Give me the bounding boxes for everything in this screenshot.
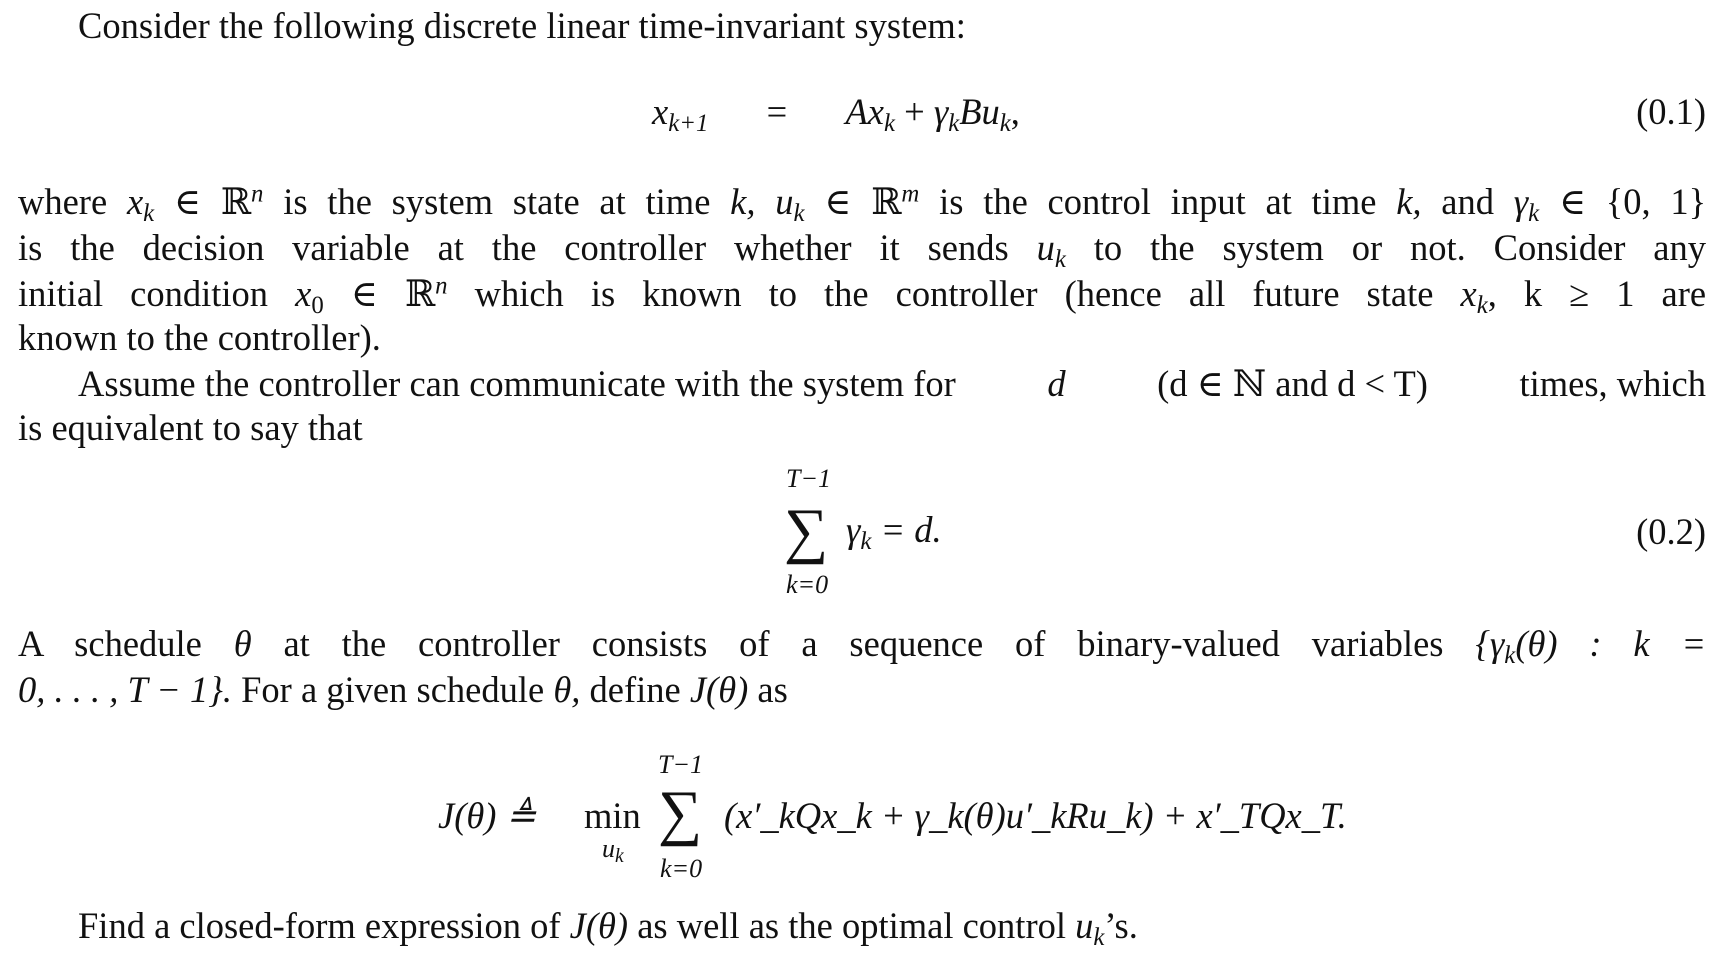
equation-number-0-2: (0.2): [1636, 511, 1706, 552]
paragraph2-line3: initial condition $x_0$ ∈ ℝ$^n$ which is known to the controller (hence all future state $x_k$, k ≥ 1 are: [18, 272, 1707, 319]
eq2-body: $\gamma_k = d$.: [846, 509, 942, 555]
eq2-upper-limit: T−1: [786, 464, 832, 493]
eq3-min-sub: uk: [602, 834, 624, 867]
eq2-lower-limit: k=0: [786, 570, 829, 599]
intro-text: Consider the following discrete linear time-invariant system:: [78, 5, 966, 46]
eq3-upper-limit: T−1: [658, 750, 704, 779]
eq1-gamma: γ: [933, 91, 949, 132]
eq3-lhs: J(θ) ≜: [438, 795, 537, 836]
eq1-lhs: x: [652, 91, 669, 132]
equation-0-2: [774, 464, 974, 614]
paragraph3-line2: is equivalent to say that: [18, 407, 363, 448]
eq1-rhs-sub2: k: [948, 109, 960, 137]
paragraph2-line1: where $x_k$ ∈ ℝ$^n$ is the system state at time k, $u_k$ ∈ ℝ$^m$ is the control input at time k, and $\gamma_k$ ∈ {0, 1}: [18, 180, 1707, 227]
eq2-sigma: ∑: [784, 497, 829, 565]
eq1-rhs-a: Ax: [845, 91, 884, 132]
eq1-plus: +: [894, 91, 934, 132]
eq1-relation: =: [766, 91, 788, 132]
eq1-comma: ,: [1010, 91, 1020, 132]
eq1-bu: Bu: [959, 91, 1000, 132]
paragraph2-line2: is the decision variable at the controller whether it sends $u_k$ to the system or not. Consider any: [18, 227, 1707, 273]
paragraph4-line2: 0, . . . , T − 1}. For a given schedule θ, define J(θ) as: [18, 669, 788, 710]
equation-j-theta: [438, 750, 1347, 890]
paragraph5: Find a closed-form expression of J(θ) as well as the optimal control $u_k’s$.: [78, 905, 1138, 951]
equation-number-0-1: (0.1): [1636, 91, 1706, 132]
eq1-rhs-sub3: k: [999, 109, 1011, 137]
eq3-body: (x′_kQx_k + γ_k(θ)u′_kRu_k) + x′_TQx_T.: [724, 795, 1347, 836]
paragraph2-line4: known to the controller).: [18, 317, 381, 358]
eq1-lhs-sub: k+1: [668, 109, 709, 137]
paragraph3-line1: Assume the controller can communicate with the system for d (d ∈ ℕ and d < T) times, which: [78, 363, 1706, 404]
eq3-sigma: ∑: [658, 779, 703, 847]
paragraph4-line1: A schedule θ at the controller consists of a sequence of binary-valued variables {$\gamma_k(\theta)$ : k =: [18, 623, 1707, 669]
eq1-rhs-sub1: k: [883, 109, 895, 137]
equation-0-1: [652, 90, 1020, 137]
eq3-lower-limit: k=0: [660, 854, 703, 883]
eq3-min: min: [584, 795, 641, 836]
